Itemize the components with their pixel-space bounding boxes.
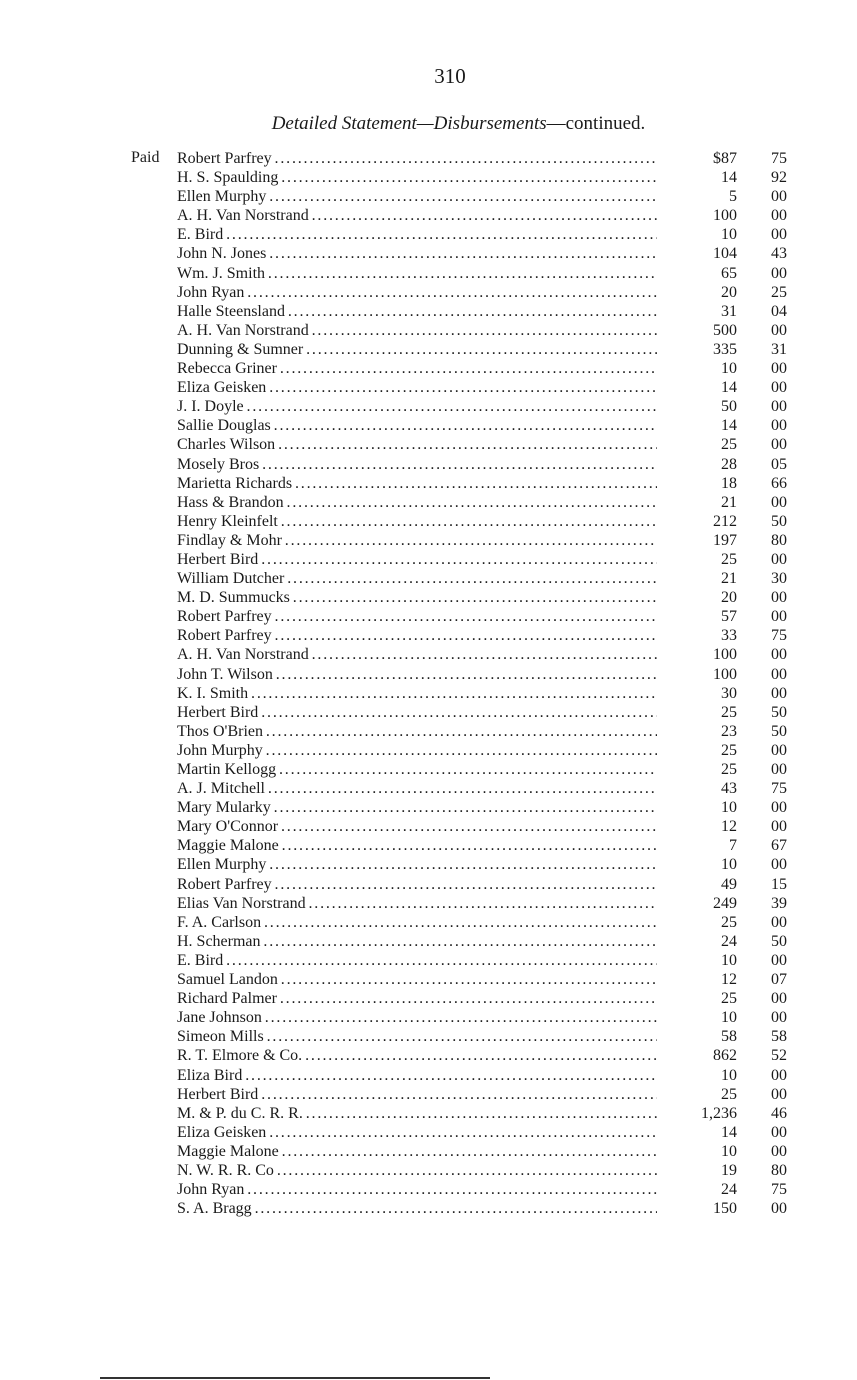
payee-name: John Ryan . . . <box>177 283 692 302</box>
amount-dollars: 57 <box>657 607 737 626</box>
payee-name: Halle Steensland . . . <box>177 302 692 321</box>
amount-dollars: 20 <box>657 283 737 302</box>
amount-dollars: 25 <box>657 435 737 454</box>
amount-cents: 30 <box>771 570 787 588</box>
disbursement-row <box>177 244 787 263</box>
amount-dollars: 43 <box>657 779 737 798</box>
amount-cents: 00 <box>771 1066 787 1084</box>
disbursement-row <box>177 684 787 703</box>
amount-cents: 00 <box>771 990 787 1008</box>
amount-cents: 00 <box>771 1200 787 1218</box>
amount-dollars: 25 <box>657 741 737 760</box>
payee-name: Mary Mularky . . . <box>177 798 692 817</box>
amount-cents: 00 <box>771 761 787 778</box>
disbursement-row <box>177 817 787 836</box>
amount-dollars: 25 <box>657 703 737 722</box>
amount-cents: 00 <box>771 188 787 206</box>
amount-dollars: 21 <box>657 569 737 588</box>
amount-dollars: 20 <box>657 588 737 607</box>
amount-dollars: 249 <box>657 894 737 913</box>
payee-name: J. I. Doyle . . . <box>177 397 692 416</box>
amount-dollars: 14 <box>657 1123 737 1142</box>
amount-dollars: 33 <box>657 626 737 645</box>
payee-name: Rebecca Griner . . . <box>177 359 692 378</box>
payee-name: William Dutcher . . . <box>177 569 692 588</box>
amount-cents: 75 <box>771 150 787 167</box>
amount-cents: 05 <box>771 455 787 473</box>
amount-dollars: 10 <box>657 798 737 817</box>
payee-name: Hass & Brandon . . . <box>177 493 692 512</box>
payee-name: Robert Parfrey . . . <box>177 626 692 645</box>
amount-cents: 00 <box>771 684 787 702</box>
disbursement-row <box>177 493 787 512</box>
payee-name: Simeon Mills . . . <box>177 1027 692 1046</box>
disbursement-row <box>177 225 787 244</box>
disbursement-row <box>177 1180 787 1199</box>
disbursement-row <box>177 512 787 531</box>
disbursement-row <box>177 187 787 206</box>
amount-dollars: 14 <box>657 378 737 397</box>
amount-cents: 00 <box>771 741 787 759</box>
disbursement-row <box>177 645 787 664</box>
amount-cents: 43 <box>771 245 787 263</box>
disbursement-row <box>177 1085 787 1104</box>
amount-dollars: 30 <box>657 684 737 703</box>
amount-cents: 00 <box>771 493 787 511</box>
disbursement-row <box>177 1066 787 1085</box>
amount-dollars: 23 <box>657 722 737 741</box>
disbursement-row <box>177 836 787 855</box>
payee-name: Herbert Bird . . . <box>177 1085 692 1104</box>
payee-name: Eliza Geisken . . . <box>177 1123 692 1142</box>
disbursement-row <box>177 1104 787 1123</box>
disbursement-row <box>177 855 787 874</box>
amount-dollars: 10 <box>657 855 737 874</box>
disbursement-row <box>177 397 787 416</box>
disbursement-row <box>177 569 787 588</box>
disbursement-row <box>177 1046 787 1065</box>
payee-name: A. H. Van Norstrand . . . <box>177 645 692 664</box>
disbursement-row <box>177 1199 787 1218</box>
amount-dollars: 25 <box>657 550 737 569</box>
page-number: 310 <box>434 64 466 88</box>
amount-cents: 00 <box>771 379 787 397</box>
payee-name: Eliza Bird . . . <box>177 1066 692 1085</box>
payee-name: Samuel Landon . . . <box>177 970 692 989</box>
amount-dollars: 14 <box>657 416 737 435</box>
amount-cents: 00 <box>771 608 787 626</box>
disbursement-row <box>177 168 787 187</box>
amount-cents: 50 <box>771 512 787 530</box>
payee-name: E. Bird . . . <box>177 225 692 244</box>
amount-cents: 00 <box>771 321 787 339</box>
amount-cents: 50 <box>771 703 787 721</box>
amount-dollars: 25 <box>657 760 737 779</box>
disbursement-row <box>177 626 787 645</box>
payee-name: Henry Kleinfelt . . . <box>177 512 692 531</box>
amount-cents: 00 <box>771 589 787 607</box>
amount-dollars: 335 <box>657 340 737 359</box>
payee-name: Maggie Malone . . . <box>177 836 692 855</box>
amount-cents: 00 <box>771 1085 787 1103</box>
amount-dollars: 10 <box>657 225 737 244</box>
payee-name: M. & P. du C. R. R. . . . <box>177 1104 692 1123</box>
payee-name: Dunning & Sumner . . . <box>177 340 692 359</box>
disbursement-row <box>177 875 787 894</box>
amount-dollars: 21 <box>657 493 737 512</box>
amount-dollars: 12 <box>657 970 737 989</box>
payee-name: Robert Parfrey . . . <box>177 149 692 168</box>
amount-dollars: 24 <box>657 1180 737 1199</box>
page-title-main: Detailed Statement—Disbursements <box>271 113 547 134</box>
payee-name: K. I. Smith . . . <box>177 684 692 703</box>
disbursement-row <box>177 607 787 626</box>
amount-dollars: 19 <box>657 1161 737 1180</box>
disbursement-row <box>177 531 787 550</box>
disbursement-row <box>177 435 787 454</box>
disbursement-row <box>177 760 787 779</box>
disbursement-row <box>177 474 787 493</box>
amount-cents: 31 <box>771 340 787 358</box>
amount-cents: 00 <box>771 856 787 874</box>
amount-dollars: 49 <box>657 875 737 894</box>
disbursement-row <box>177 302 787 321</box>
disbursement-row <box>177 321 787 340</box>
amount-dollars: 50 <box>657 397 737 416</box>
amount-dollars: 10 <box>657 951 737 970</box>
payee-name: E. Bird . . . <box>177 951 692 970</box>
paid-label: Paid <box>131 149 160 166</box>
payee-name: Robert Parfrey . . . <box>177 875 692 894</box>
payee-name: Eliza Geisken . . . <box>177 378 692 397</box>
disbursement-row <box>177 989 787 1008</box>
amount-cents: 00 <box>771 436 787 454</box>
payee-name: John Ryan . . . <box>177 1180 692 1199</box>
payee-name: H. Scherman . . . <box>177 932 692 951</box>
amount-cents: 00 <box>771 550 787 568</box>
amount-cents: 04 <box>771 302 787 320</box>
disbursement-row <box>177 798 787 817</box>
amount-cents: 66 <box>771 474 787 492</box>
amount-dollars: 150 <box>657 1199 737 1218</box>
amount-cents: 67 <box>771 837 787 855</box>
disbursement-row <box>177 1008 787 1027</box>
amount-dollars: 212 <box>657 512 737 531</box>
payee-name: Ellen Murphy . . . <box>177 855 692 874</box>
amount-dollars: 500 <box>657 321 737 340</box>
payee-name: Elias Van Norstrand . . . <box>177 894 692 913</box>
amount-cents: 00 <box>771 360 787 378</box>
disbursement-row <box>177 264 787 283</box>
payee-name: Ellen Murphy . . . <box>177 187 692 206</box>
payee-name: Mosely Bros . . . <box>177 455 692 474</box>
amount-cents: 39 <box>771 894 787 912</box>
payee-name: M. D. Summucks . . . <box>177 588 692 607</box>
payee-name: S. A. Bragg . . . <box>177 1199 692 1218</box>
payee-name: Findlay & Mohr . . . <box>177 531 692 550</box>
disbursement-row <box>177 722 787 741</box>
amount-dollars: 104 <box>657 244 737 263</box>
amount-cents: 58 <box>771 1028 787 1046</box>
amount-dollars: 14 <box>657 168 737 187</box>
disbursement-row <box>177 416 787 435</box>
payee-name: Maggie Malone . . . <box>177 1142 692 1161</box>
disbursement-row <box>177 703 787 722</box>
page-title <box>0 113 857 135</box>
disbursement-row <box>177 378 787 397</box>
amount-dollars: $87 <box>657 149 737 168</box>
payee-name: Robert Parfrey . . . <box>177 607 692 626</box>
disbursement-list <box>177 149 787 1218</box>
amount-dollars: 5 <box>657 187 737 206</box>
amount-cents: 00 <box>771 1009 787 1027</box>
amount-cents: 92 <box>771 169 787 187</box>
amount-dollars: 10 <box>657 1142 737 1161</box>
disbursement-row <box>177 741 787 760</box>
amount-dollars: 100 <box>657 665 737 684</box>
amount-cents: 75 <box>771 780 787 798</box>
payee-name: Sallie Douglas . . . <box>177 416 692 435</box>
amount-dollars: 58 <box>657 1027 737 1046</box>
disbursement-row <box>177 894 787 913</box>
footer-rule <box>100 1377 490 1379</box>
amount-cents: 75 <box>771 627 787 645</box>
amount-cents: 46 <box>771 1104 787 1122</box>
payee-name: Richard Palmer . . . <box>177 989 692 1008</box>
disbursement-row <box>177 283 787 302</box>
payee-name: Jane Johnson . . . <box>177 1008 692 1027</box>
disbursement-row <box>177 149 787 168</box>
amount-dollars: 10 <box>657 1008 737 1027</box>
disbursement-row <box>177 970 787 989</box>
amount-dollars: 197 <box>657 531 737 550</box>
amount-cents: 80 <box>771 1161 787 1179</box>
payee-name: Marietta Richards . . . <box>177 474 692 493</box>
payee-name: John Murphy . . . <box>177 741 692 760</box>
amount-cents: 00 <box>771 398 787 416</box>
amount-cents: 00 <box>771 799 787 817</box>
amount-cents: 00 <box>771 1142 787 1160</box>
amount-dollars: 862 <box>657 1046 737 1065</box>
amount-cents: 00 <box>771 646 787 664</box>
payee-name: R. T. Elmore & Co. . . . <box>177 1046 692 1065</box>
amount-cents: 15 <box>771 875 787 893</box>
payee-name: Mary O'Connor . . . <box>177 817 692 836</box>
payee-name: H. S. Spaulding . . . <box>177 168 692 187</box>
amount-cents: 75 <box>771 1181 787 1199</box>
amount-dollars: 100 <box>657 645 737 664</box>
amount-cents: 50 <box>771 932 787 950</box>
amount-dollars: 1,236 <box>657 1104 737 1123</box>
amount-dollars: 10 <box>657 1066 737 1085</box>
payee-name: Herbert Bird . . . <box>177 550 692 569</box>
amount-dollars: 7 <box>657 836 737 855</box>
disbursement-row <box>177 455 787 474</box>
disbursement-row <box>177 665 787 684</box>
disbursement-row <box>177 206 787 225</box>
amount-cents: 00 <box>771 818 787 836</box>
disbursement-row <box>177 550 787 569</box>
disbursement-row <box>177 1027 787 1046</box>
amount-cents: 00 <box>771 1123 787 1141</box>
payee-name: Charles Wilson . . . <box>177 435 692 454</box>
disbursement-row <box>177 932 787 951</box>
disbursement-row <box>177 1142 787 1161</box>
payee-name: John N. Jones . . . <box>177 244 692 263</box>
payee-name: A. J. Mitchell . . . <box>177 779 692 798</box>
payee-name: A. H. Van Norstrand . . . <box>177 206 692 225</box>
amount-dollars: 25 <box>657 913 737 932</box>
disbursement-row <box>177 359 787 378</box>
amount-cents: 07 <box>771 971 787 989</box>
payee-name: Wm. J. Smith . . . <box>177 264 692 283</box>
amount-cents: 80 <box>771 531 787 549</box>
amount-dollars: 65 <box>657 264 737 283</box>
amount-cents: 50 <box>771 722 787 740</box>
payee-name: Herbert Bird . . . <box>177 703 692 722</box>
disbursement-row <box>177 779 787 798</box>
disbursement-row <box>177 951 787 970</box>
amount-cents: 52 <box>771 1047 787 1065</box>
page-title-continued: —continued. <box>546 113 646 134</box>
disbursement-row <box>177 340 787 359</box>
payee-name: Martin Kellogg . . . <box>177 760 692 779</box>
payee-name: A. H. Van Norstrand . . . <box>177 321 692 340</box>
amount-dollars: 28 <box>657 455 737 474</box>
disbursement-row <box>177 1161 787 1180</box>
amount-dollars: 12 <box>657 817 737 836</box>
amount-cents: 00 <box>771 207 787 225</box>
payee-name: Thos O'Brien . . . <box>177 722 692 741</box>
amount-cents: 00 <box>771 951 787 969</box>
amount-cents: 00 <box>771 665 787 683</box>
amount-cents: 00 <box>771 417 787 435</box>
payee-name: John T. Wilson . . . <box>177 665 692 684</box>
amount-dollars: 25 <box>657 989 737 1008</box>
payee-name: F. A. Carlson . . . <box>177 913 692 932</box>
amount-cents: 00 <box>771 226 787 244</box>
amount-dollars: 24 <box>657 932 737 951</box>
amount-dollars: 10 <box>657 359 737 378</box>
disbursement-row <box>177 913 787 932</box>
amount-dollars: 18 <box>657 474 737 493</box>
amount-dollars: 100 <box>657 206 737 225</box>
amount-dollars: 25 <box>657 1085 737 1104</box>
amount-cents: 00 <box>771 913 787 931</box>
disbursement-row <box>177 588 787 607</box>
amount-cents: 25 <box>771 283 787 301</box>
amount-dollars: 31 <box>657 302 737 321</box>
amount-cents: 00 <box>771 264 787 282</box>
disbursement-row <box>177 1123 787 1142</box>
payee-name: N. W. R. R. Co . . . <box>177 1161 692 1180</box>
